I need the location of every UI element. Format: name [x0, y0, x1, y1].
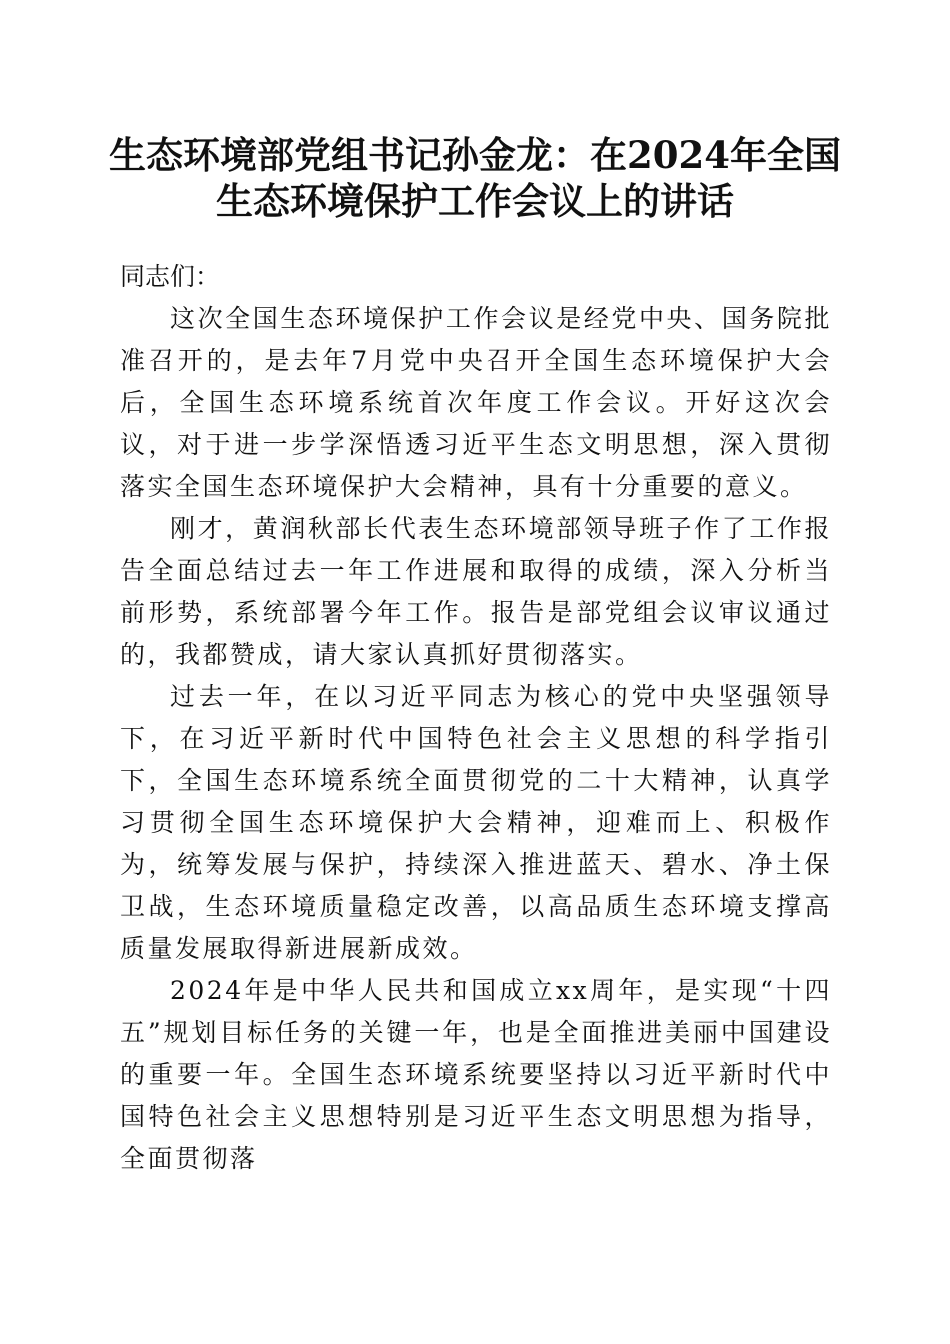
document-title [90, 132, 860, 224]
paragraph-4: 2024年是中华人民共和国成立xx周年，是实现“十四五”规划目标任务的关键一年，也是全面推进美丽中国建设的重要一年。全国生态环境系统要坚持以习近平新时代中国特色社会主义思想特别是习近平生态文明思想为指导，全面贯彻落 [120, 976, 832, 1173]
document-body [120, 256, 832, 1180]
title-line-2: 生态环境保护工作会议上的讲话 [216, 179, 734, 223]
title-line-1: 生态环境部党组书记孙金龙：在2024年全国 [109, 133, 841, 177]
salutation: 同志们： [120, 262, 221, 291]
paragraph-2: 刚才，黄润秋部长代表生态环境部领导班子作了工作报告全面总结过去一年工作进展和取得的成绩，深入分析当前形势，系统部署今年工作。报告是部党组会议审议通过的，我都赞成，请大家认真抓好贯彻落实。 [120, 514, 832, 669]
paragraph-1: 这次全国生态环境保护工作会议是经党中央、国务院批准召开的，是去年7月党中央召开全国生态环境保护大会后，全国生态环境系统首次年度工作会议。开好这次会议，对于进一步学深悟透习近平生态文明思想，深入贯彻落实全国生态环境保护大会精神，具有十分重要的意义。 [120, 304, 832, 501]
paragraph-3: 过去一年，在以习近平同志为核心的党中央坚强领导下，在习近平新时代中国特色社会主义思想的科学指引下，全国生态环境系统全面贯彻党的二十大精神，认真学习贯彻全国生态环境保护大会精神，迎难而上、积极作为，统筹发展与保护，持续深入推进蓝天、碧水、净土保卫战，生态环境质量稳定改善，以高品质生态环境支撑高质量发展取得新进展新成效。 [120, 682, 832, 963]
